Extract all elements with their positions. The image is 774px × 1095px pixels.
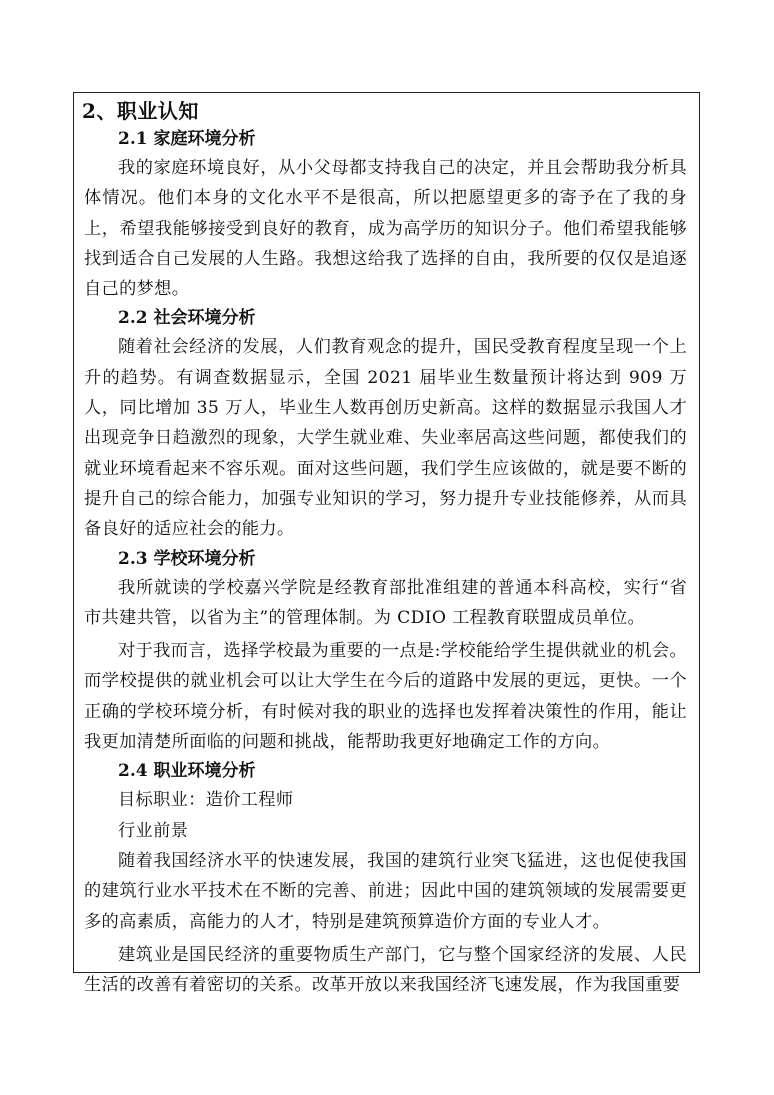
subsection-heading-society: 2.2 社会环境分析 [118,308,256,329]
paragraph-family-environment: 我的家庭环境良好，从小父母都支持我自己的决定，并且会帮助我分析具体情况。他们本身的文化水平不是很高，所以把愿望更多的寄予在了我的身上，希望我能够接受到良好的教育，成为高学历的知识分子。他们希望我能够找到适合自己发展的人生路。我想这给我了选择的自由，我所要的仅仅是追逐自己的梦想。 [84,158,687,300]
paragraph-construction-industry: 建筑业是国民经济的重要物质生产部门，它与整个国家经济的发展、人民生活的改善有着密切的关系。改革开放以来我国经济飞速发展，作为我国重要 [84,944,687,996]
paragraph-social-environment: 随着社会经济的发展，人们教育观念的提升，国民受教育程度呈现一个上升的趋势。有调查数据显示，全国 2021 届毕业生数量预计将达到 909 万人，同比增加 35 万人，毕业生人数再创历史新高。这样的数据显示我国人才出现竞争日趋激烈的现象，大学生就业难、失业率居高这些问题，都使我们的就业环境看起来不容乐观。面对这些问题，我们学生应该做的，就是要不断的提升自己的综合能力，加强专业知识的学习，努力提升专业技能修养，从而具备良好的适应社会的能力。 [84,337,687,540]
document-table-cell [73,92,700,996]
paragraph-industry-development: 随着我国经济水平的快速发展，我国的建筑行业突飞猛进，这也促使我国的建筑行业水平技术在不断的完善、前进；因此中国的建筑领域的发展需要更多的高素质，高能力的人才，特别是建筑预算造价方面的专业人才。 [84,850,687,932]
section-title: 2、职业认知 [82,99,199,123]
industry-outlook-line: 行业前景 [118,820,189,841]
subsection-heading-career: 2.4 职业环境分析 [118,761,256,782]
subsection-heading-school: 2.3 学校环境分析 [118,548,256,569]
document-content [84,97,687,1000]
paragraph-school-analysis: 对于我而言，选择学校最为重要的一点是:学校能给学生提供就业的机会。而学校提供的就业机会可以让大学生在今后的道路中发展的更远，更快。一个正确的学校环境分析，有时候对我的职业的选择也发挥着决策性的作用，能让我更加清楚所面临的问题和挑战，能帮助我更好地确定工作的方向。 [84,641,687,753]
subsection-heading-family: 2.1 家庭环境分析 [118,129,256,149]
paragraph-school-intro: 我所就读的学校嘉兴学院是经教育部批准组建的普通本科高校，实行“省市共建共管，以省为主”的管理体制。为 CDIO 工程教育联盟成员单位。 [84,577,687,628]
target-career-line: 目标职业：造价工程师 [118,790,294,811]
